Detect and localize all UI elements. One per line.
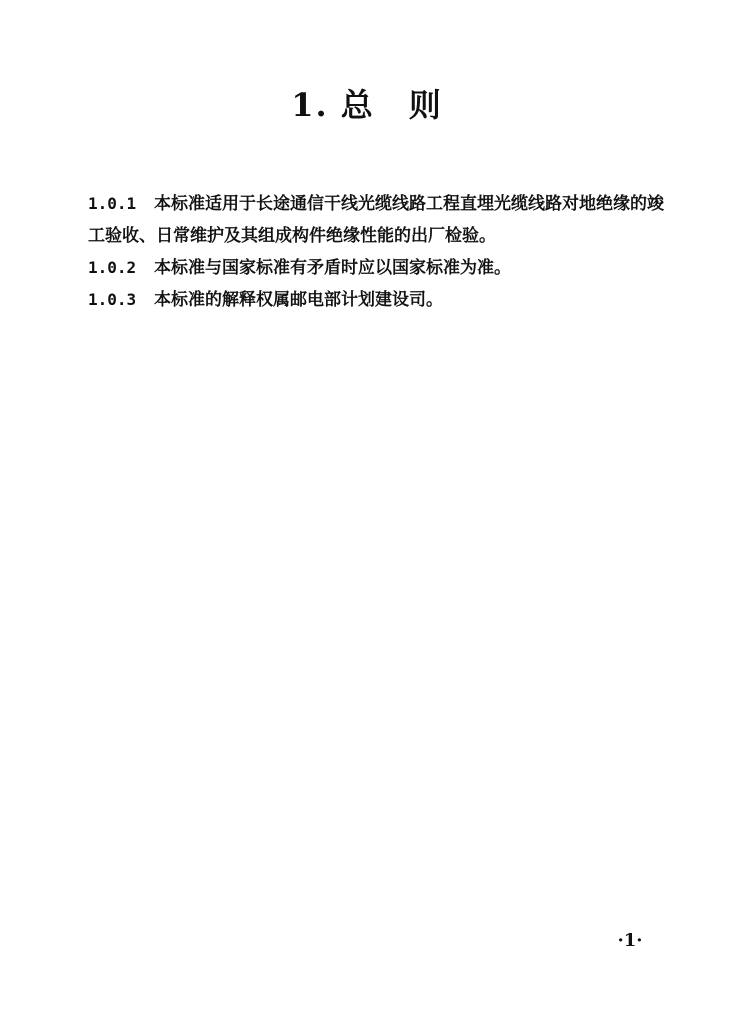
chapter-number: 1.	[291, 86, 329, 124]
clause-text: 本标准的解释权属邮电部计划建设司。	[154, 290, 443, 310]
clause-1-0-1	[88, 188, 680, 252]
chapter-title-char-2: 则	[408, 86, 443, 124]
clause-text: 本标准与国家标准有矛盾时应以国家标准为准。	[154, 258, 511, 278]
page-number: ·1·	[617, 930, 643, 951]
clause-text: 本标准适用于长途通信干线光缆线路工程直埋光缆线路对地绝缘的竣工验收、日常维护及其组成构件绝缘性能的出厂检验。	[88, 194, 664, 246]
clause-1-0-2	[88, 252, 680, 284]
clause-number: 1.0.2	[88, 258, 137, 277]
clause-1-0-3	[88, 284, 680, 316]
clause-list	[88, 188, 680, 316]
chapter-title	[0, 80, 734, 126]
clause-number: 1.0.1	[88, 194, 137, 213]
clause-number: 1.0.3	[88, 290, 137, 309]
chapter-title-char-1: 总	[340, 86, 375, 124]
